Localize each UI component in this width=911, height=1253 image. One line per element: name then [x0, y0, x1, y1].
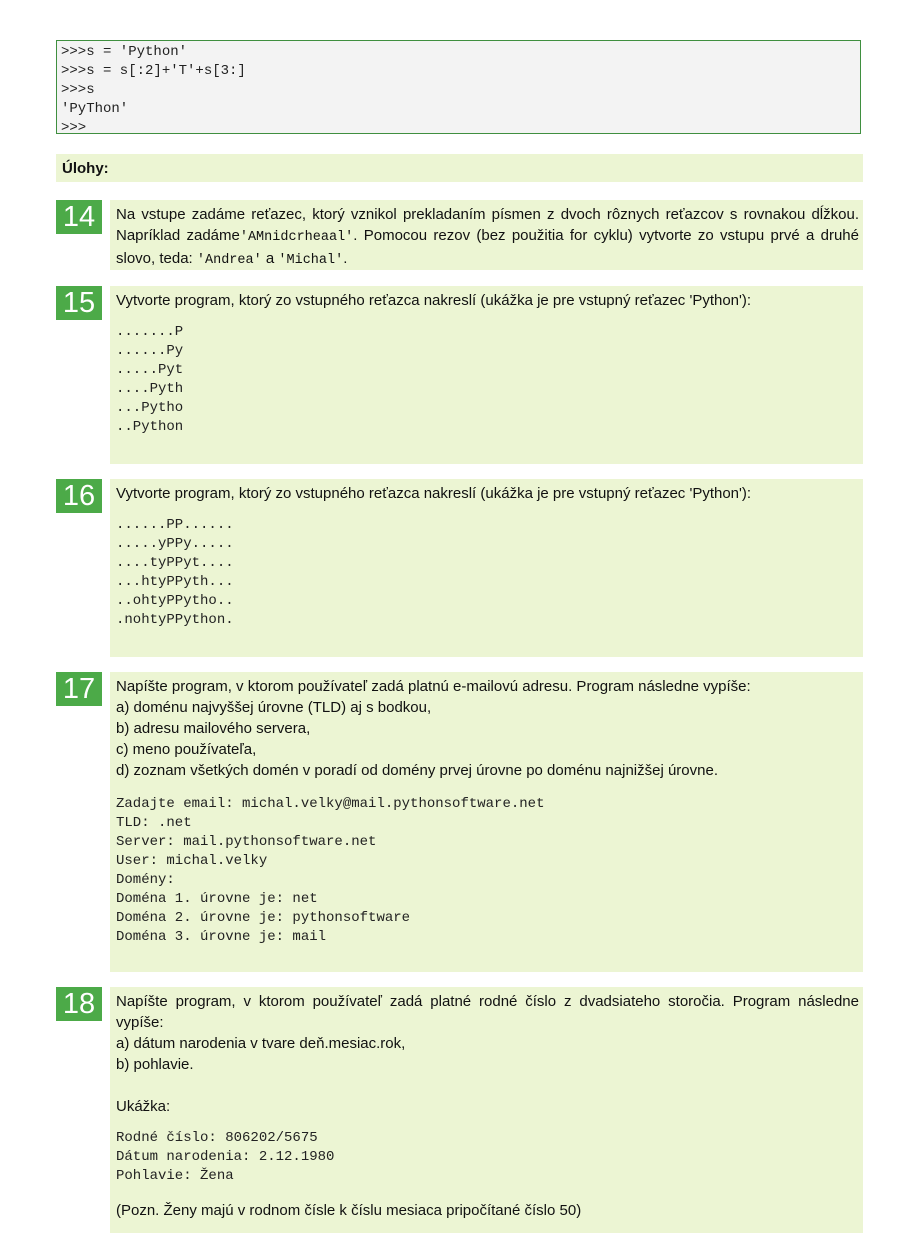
code-line: >>> [61, 120, 87, 136]
task-text: Napíšte program, v ktorom používateľ zadá platné rodné číslo z dvadsiateho storočia. Program následne vypíše: [116, 993, 859, 1031]
output-line: Pohlavie: Žena [116, 1168, 234, 1184]
task-item: a) doménu najvyššej úrovne (TLD) aj s bodkou, [116, 699, 432, 716]
output-line: ....tyPPyt.... [116, 555, 234, 571]
output-line: TLD: .net [116, 815, 192, 831]
task-text: Na vstupe zadáme reťazec, ktorý vznikol prekladaním písmen z dvoch rôznych reťazcov s rovnakou dĺžkou. Napríklad zadáme'AMnidcrheaal'. Pomocou rezov (bez použitia for cyklu) vytvorte zo vstupu prvé a druhé slovo, teda: 'Andrea' a 'Michal'. [116, 206, 859, 268]
task-14 [110, 200, 863, 270]
output-line: .....Pyt [116, 362, 184, 378]
task-item: b) adresu mailového servera, [116, 720, 311, 737]
task-item: a) dátum narodenia v tvare deň.mesiac.rok, [116, 1035, 406, 1052]
output-line: ..Python [116, 419, 184, 435]
output-sample [116, 516, 859, 630]
code-example [56, 40, 861, 134]
task-17 [110, 672, 863, 972]
sample-label: Ukážka: [116, 1098, 171, 1115]
output-sample [116, 795, 859, 947]
task-15 [110, 286, 863, 464]
output-line: ......PP...... [116, 517, 234, 533]
output-line: ...Pytho [116, 400, 184, 416]
tasks-heading: Úlohy: [56, 154, 863, 182]
task-item: c) meno používateľa, [116, 741, 257, 758]
output-sample [116, 323, 859, 437]
output-line: ...htyPPyth... [116, 574, 234, 590]
output-line: ....Pyth [116, 381, 184, 397]
output-line: ..ohtyPPytho.. [116, 593, 234, 609]
task-16 [110, 479, 863, 657]
output-line: .....yPPy..... [116, 536, 234, 552]
output-line: .......P [116, 324, 184, 340]
output-line: Domény: [116, 872, 175, 888]
output-line: .nohtyPPython. [116, 612, 234, 628]
task-number: 15 [56, 286, 102, 320]
output-sample [116, 1129, 859, 1186]
code-line: 'PyThon' [61, 101, 129, 117]
task-item: d) zoznam všetkých domén v poradí od domény prvej úrovne po doménu najnižšej úrovne. [116, 762, 718, 779]
output-line: Zadajte email: michal.velky@mail.pythonsoftware.net [116, 796, 545, 812]
task-number: 16 [56, 479, 102, 513]
task-note: (Pozn. Ženy majú v rodnom čísle k číslu mesiaca pripočítané číslo 50) [116, 1202, 582, 1219]
task-number: 17 [56, 672, 102, 706]
task-text: Vytvorte program, ktorý zo vstupného reťazca nakreslí (ukážka je pre vstupný reťazec 'Python'): [116, 292, 752, 309]
task-text: Vytvorte program, ktorý zo vstupného reťazca nakreslí (ukážka je pre vstupný reťazec 'Python'): [116, 485, 752, 502]
code-line: >>>s = 'Python' [61, 44, 188, 60]
output-line: User: michal.velky [116, 853, 268, 869]
output-line: Doména 3. úrovne je: mail [116, 929, 327, 945]
output-line: Doména 1. úrovne je: net [116, 891, 318, 907]
output-line: Server: mail.pythonsoftware.net [116, 834, 377, 850]
code-line: >>>s [61, 82, 95, 98]
output-line: ......Py [116, 343, 184, 359]
output-line: Doména 2. úrovne je: pythonsoftware [116, 910, 411, 926]
task-text: Napíšte program, v ktorom používateľ zadá platnú e-mailovú adresu. Program následne vypíše: [116, 678, 751, 695]
output-line: Rodné číslo: 806202/5675 [116, 1130, 318, 1146]
task-18 [110, 987, 863, 1233]
output-line: Dátum narodenia: 2.12.1980 [116, 1149, 335, 1165]
task-number: 14 [56, 200, 102, 234]
task-item: b) pohlavie. [116, 1056, 194, 1073]
code-line: >>>s = s[:2]+'T'+s[3:] [61, 63, 246, 79]
task-number: 18 [56, 987, 102, 1021]
